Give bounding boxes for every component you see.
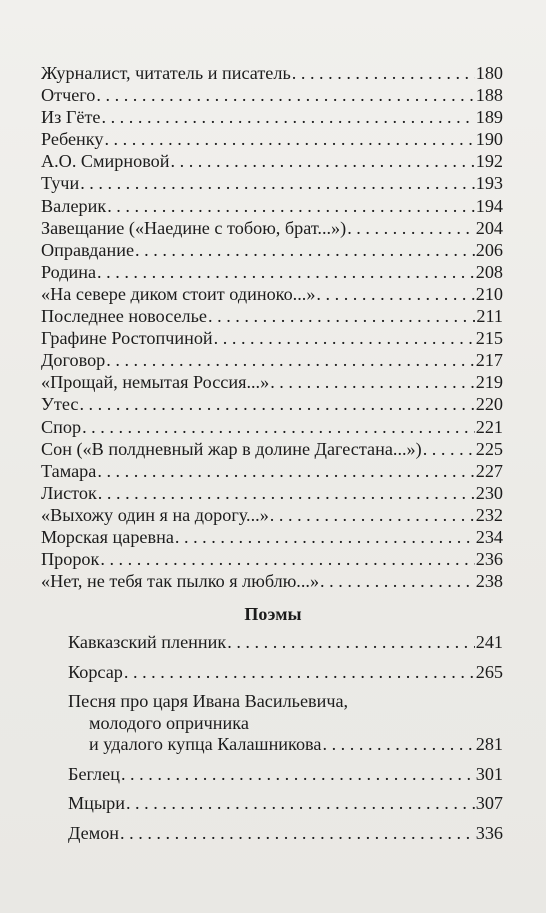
toc-entry-title: Отчего: [41, 85, 96, 106]
poem-entry-row: [68, 764, 503, 786]
toc-entry-title: Утес: [41, 394, 79, 415]
poem-entry: [68, 823, 503, 845]
poem-entry: [68, 793, 503, 815]
dot-leader: [347, 217, 475, 239]
toc-entry: [41, 349, 503, 371]
table-of-contents: [41, 62, 503, 592]
toc-entry-title: Листок: [41, 482, 97, 503]
toc-entry-page-number: 220: [475, 394, 503, 415]
dot-leader: [214, 327, 475, 349]
dot-leader: [322, 734, 474, 756]
toc-entry-page-number: 208: [475, 261, 503, 282]
toc-entry-title: Последнее новоселье: [41, 306, 207, 327]
toc-entry-page-number: 217: [475, 350, 503, 371]
toc-entry-page-number: 238: [475, 571, 503, 592]
toc-entry-page-number: 227: [475, 460, 503, 481]
dot-leader: [208, 305, 475, 327]
poem-entry-row: [68, 734, 503, 756]
poem-entry: [68, 632, 503, 654]
toc-entry-page-number: 188: [475, 85, 503, 106]
dot-leader: [171, 150, 475, 172]
toc-entry-title: Валерик: [41, 195, 107, 216]
toc-entry: [41, 217, 503, 239]
dot-leader: [135, 239, 475, 261]
dot-leader: [175, 526, 475, 548]
poem-entry-page-number: 301: [475, 763, 503, 784]
toc-entry-title: А.О. Смирновой: [41, 151, 170, 172]
dot-leader: [80, 172, 475, 194]
poem-entry-title: Беглец: [68, 763, 120, 784]
dot-leader: [101, 106, 474, 128]
toc-entry-page-number: 194: [475, 195, 503, 216]
poem-entry-title: Корсар: [68, 661, 123, 682]
poems-list: [68, 632, 503, 852]
dot-leader: [320, 570, 475, 592]
toc-entry: [41, 283, 503, 305]
toc-entry-page-number: 219: [475, 372, 503, 393]
poem-entry-page-number: 265: [475, 661, 503, 682]
dot-leader: [98, 482, 475, 504]
toc-entry-page-number: 230: [475, 482, 503, 503]
toc-entry: [41, 62, 503, 84]
toc-entry-page-number: 236: [475, 549, 503, 570]
toc-entry-page-number: 193: [475, 173, 503, 194]
poem-entry-row: [68, 632, 503, 654]
toc-entry-title: Договор: [41, 350, 106, 371]
dot-leader: [270, 504, 475, 526]
poem-entry-title: и удалого купца Калашникова: [89, 734, 322, 754]
dot-leader: [316, 283, 474, 305]
dot-leader: [97, 261, 475, 283]
toc-entry-title: Оправдание: [41, 239, 135, 260]
toc-entry: [41, 460, 503, 482]
toc-entry-title: Родина: [41, 261, 97, 282]
toc-entry: [41, 128, 503, 150]
poem-entry-row: [68, 662, 503, 684]
dot-leader: [270, 371, 475, 393]
dot-leader: [120, 823, 475, 845]
toc-entry-title: Спор: [41, 416, 82, 437]
toc-entry-title: «Нет, не тебя так пылко я люблю...»: [41, 571, 320, 592]
dot-leader: [97, 460, 474, 482]
toc-entry: [41, 305, 503, 327]
poem-entry-title: Кавказский пленник: [68, 632, 227, 652]
toc-entry: [41, 371, 503, 393]
toc-entry-page-number: 180: [475, 63, 503, 83]
dot-leader: [100, 548, 474, 570]
dot-leader: [121, 764, 475, 786]
poem-entry-page-number: 307: [475, 793, 503, 813]
toc-entry-title: Тамара: [41, 460, 97, 481]
toc-entry: [41, 570, 503, 592]
section-heading-poems: Поэмы: [244, 604, 302, 624]
toc-entry-title: Из Гёте: [41, 107, 101, 128]
dot-leader: [124, 662, 475, 684]
toc-entry: [41, 172, 503, 194]
toc-entry: [41, 416, 503, 438]
poem-entry-row: [68, 823, 503, 845]
toc-entry: [41, 84, 503, 106]
toc-entry: [41, 393, 503, 415]
toc-entry: [41, 261, 503, 283]
toc-entry-title: Морская царевна: [41, 526, 174, 547]
toc-entry: [41, 106, 503, 128]
toc-entry-title: Тучи: [41, 173, 80, 194]
toc-entry: [41, 239, 503, 261]
poem-entry-title: Мцыри: [68, 793, 125, 813]
toc-entry-title: Пророк: [41, 549, 100, 570]
toc-entry-page-number: 189: [475, 107, 503, 128]
poem-entry: [68, 691, 503, 756]
toc-entry: [41, 327, 503, 349]
dot-leader: [106, 349, 474, 371]
toc-entry: [41, 526, 503, 548]
poem-entry-row: [68, 793, 503, 815]
dot-leader: [79, 393, 474, 415]
toc-entry-page-number: 192: [475, 151, 503, 172]
toc-entry: [41, 504, 503, 526]
dot-leader: [107, 195, 475, 217]
dot-leader: [227, 632, 475, 654]
toc-entry-title: Графине Ростопчиной: [41, 328, 213, 349]
toc-entry: [41, 195, 503, 217]
toc-entry-title: Сон («В полдневный жар в долине Дагестана...»): [41, 438, 422, 459]
toc-entry: [41, 438, 503, 460]
poem-entry: [68, 764, 503, 786]
toc-entry-page-number: 215: [475, 328, 503, 349]
toc-entry-page-number: 190: [475, 129, 503, 150]
toc-entry-page-number: 221: [475, 416, 503, 437]
dot-leader: [423, 438, 475, 460]
toc-entry: [41, 548, 503, 570]
toc-entry-title: Ребенку: [41, 129, 104, 150]
toc-entry-title: Завещание («Наедине с тобою, брат...»): [41, 217, 347, 238]
dot-leader: [292, 62, 475, 84]
toc-entry-page-number: 234: [475, 526, 503, 547]
toc-entry-page-number: 206: [475, 239, 503, 260]
dot-leader: [104, 128, 474, 150]
dot-leader: [82, 416, 475, 438]
poem-entry-page-number: 241: [475, 632, 503, 652]
toc-entry-page-number: 210: [475, 283, 503, 304]
poem-entry: [68, 662, 503, 684]
toc-entry-title: «На севере диком стоит одиноко...»: [41, 283, 316, 304]
toc-entry: [41, 150, 503, 172]
poem-entry-page-number: 281: [475, 734, 503, 754]
toc-entry-page-number: 232: [475, 504, 503, 525]
dot-leader: [126, 793, 475, 815]
dot-leader: [96, 84, 474, 106]
poem-entry-page-number: 336: [475, 822, 503, 843]
toc-entry-title: «Прощай, немытая Россия...»: [41, 372, 270, 393]
poem-entry-title: Демон: [68, 822, 120, 843]
poem-entry-title-line: Песня про царя Ивана Васильевича,: [68, 691, 349, 711]
toc-entry-title: «Выхожу один я на дорогу...»: [41, 504, 269, 525]
toc-entry: [41, 482, 503, 504]
poem-entry-title-line: молодого опричника: [89, 712, 249, 733]
toc-entry-page-number: 204: [475, 217, 503, 238]
toc-entry-page-number: 225: [475, 438, 503, 459]
toc-entry-title: Журналист, читатель и писатель: [41, 63, 291, 83]
toc-entry-page-number: 211: [476, 306, 503, 327]
